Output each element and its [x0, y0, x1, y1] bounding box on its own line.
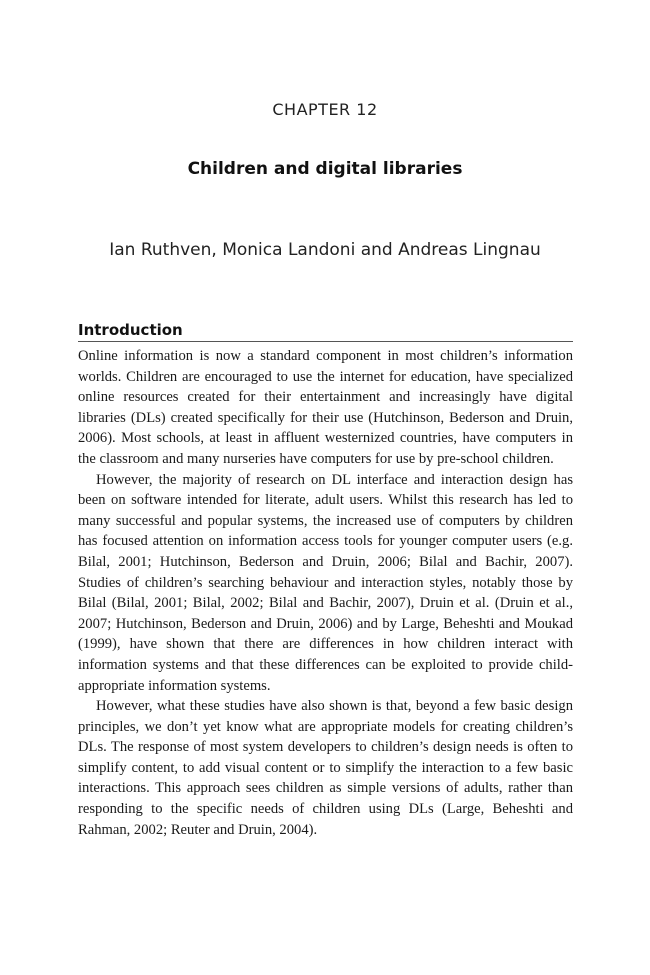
section-heading: Introduction — [78, 321, 573, 342]
chapter-number: CHAPTER 12 — [272, 100, 378, 119]
chapter-authors: Ian Ruthven, Monica Landoni and Andreas Lingnau — [109, 240, 541, 260]
introduction-section — [78, 321, 573, 840]
chapter-title: Children and digital libraries — [187, 159, 463, 179]
body-paragraph: However, the majority of research on DL interface and interaction design has been on software intended for literate, adult users. Whilst this research has led to many successful and popular systems, the increased use of computers by children has focused attention on information access tools for younger computer users (e.g. Bilal, 2001; Hutchinson, Bederson and Druin, 2006; Bilal and Bachir, 2007). Studies of children’s searching behaviour and interaction styles, notably those by Bilal (Bilal, 2001; Bilal, 2002; Bilal and Bachir, 2007), Druin et al. (Druin et al., 2007; Hutchinson, Bederson and Druin, 2006) and by Large, Beheshti and Moukad (1999), have shown that there are differences in how children interact with information systems and that these differences can be exploited to provide child-appropriate information systems. — [78, 471, 573, 694]
body-paragraph: Online information is now a standard component in most children’s information worlds. Children are encouraged to use the internet for education, have specialized online resources created for their entertainment and increasingly have digital libraries (DLs) created specifically for their use (Hutchinson, Bederson and Druin, 2006). Most schools, at least in affluent westernized countries, have computers in the classroom and many nurseries have computers for use by pre-school children. — [78, 348, 573, 467]
body-paragraph: However, what these studies have also shown is that, beyond a few basic design principles, we don’t yet know what are appropriate models for creating children’s DLs. The response of most system developers to children’s design needs is often to simplify content, to add visual content or to simplify the interaction to a few basic interactions. This approach sees children as simple versions of adults, rather than responding to the specific needs of children using DLs (Large, Beheshti and Rahman, 2002; Reuter and Druin, 2004). — [78, 698, 573, 838]
